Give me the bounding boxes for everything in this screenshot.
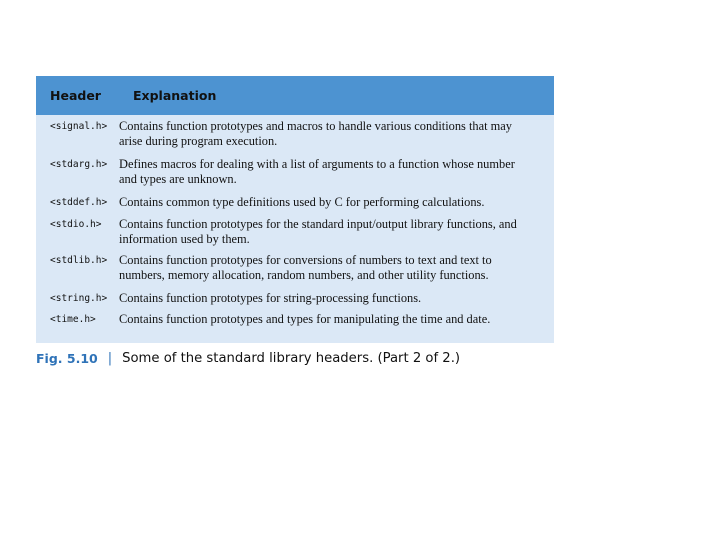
header-file-cell: <stdio.h> bbox=[50, 219, 102, 230]
caption-text: Some of the standard library headers. (Part 2 of 2.) bbox=[122, 350, 461, 366]
header-file-cell: <stdlib.h> bbox=[50, 255, 108, 266]
explanation-cell: Contains function prototypes for conversions of numbers to text and text to numbers, memory allocation, random numbers, and other utility functions. bbox=[119, 253, 492, 282]
explanation-cell: Contains function prototypes and types for manipulating the time and date. bbox=[119, 312, 491, 326]
header-file-cell: <stddef.h> bbox=[50, 197, 108, 208]
table-row bbox=[36, 157, 554, 195]
explanation-cell: Defines macros for dealing with a list of arguments to a function whose number and types are unknown. bbox=[119, 157, 515, 186]
header-file-cell: <string.h> bbox=[50, 293, 108, 304]
column-header-explanation: Explanation bbox=[133, 88, 217, 103]
table-row bbox=[36, 119, 554, 157]
header-file-cell: <signal.h> bbox=[50, 121, 108, 132]
header-file-cell: <stdarg.h> bbox=[50, 159, 108, 170]
explanation-cell: Contains function prototypes for string-processing functions. bbox=[119, 291, 422, 305]
table-body bbox=[36, 115, 554, 334]
headers-table bbox=[36, 76, 554, 343]
column-header-header: Header bbox=[50, 88, 101, 103]
table-row bbox=[36, 291, 554, 312]
table-row bbox=[36, 195, 554, 217]
figure-label: Fig. 5.10 bbox=[36, 350, 98, 366]
explanation-cell: Contains function prototypes and macros to handle various conditions that may arise during program execution. bbox=[119, 119, 512, 148]
table-row bbox=[36, 253, 554, 291]
table-row bbox=[36, 217, 554, 253]
explanation-cell: Contains function prototypes for the standard input/output library functions, and information used by them. bbox=[119, 217, 517, 246]
explanation-cell: Contains common type definitions used by C for performing calculations. bbox=[119, 195, 485, 209]
figure-caption bbox=[36, 346, 596, 370]
caption-separator: | bbox=[107, 350, 113, 366]
header-file-cell: <time.h> bbox=[50, 314, 96, 325]
table-header-row bbox=[36, 76, 554, 115]
table-row bbox=[36, 312, 554, 334]
